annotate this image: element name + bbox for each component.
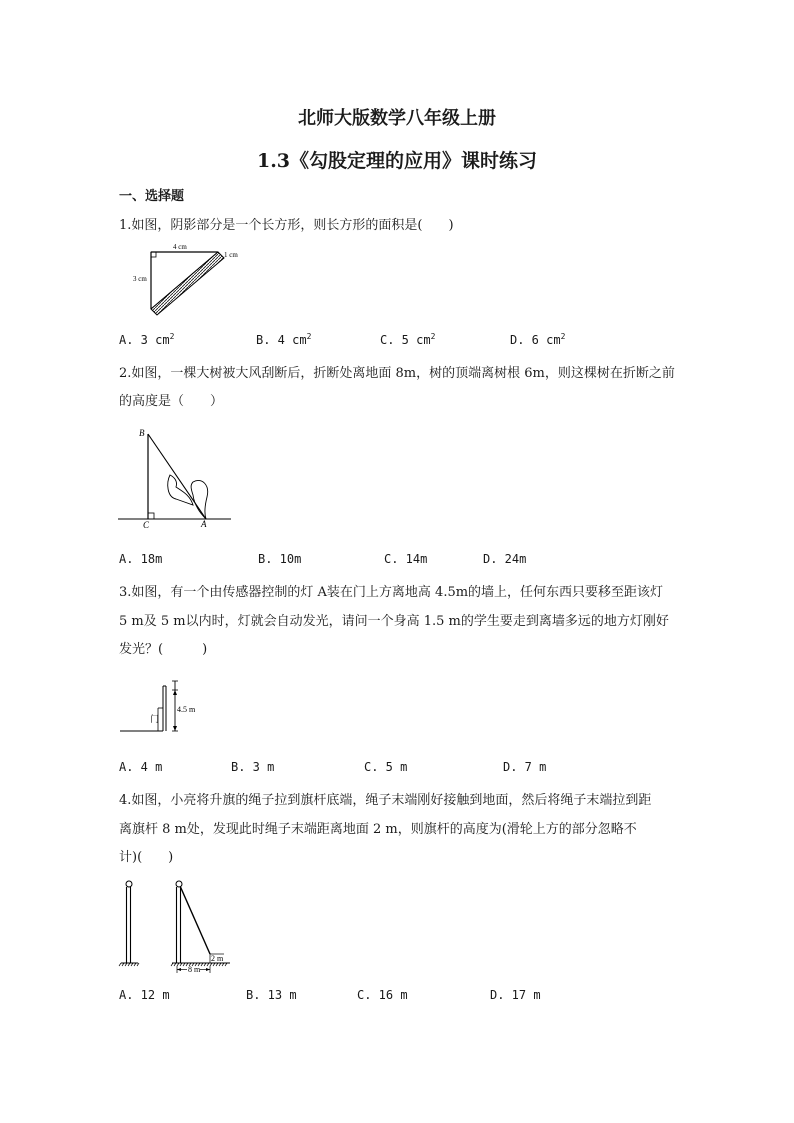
question-4-option-a: A. 12 m [119, 988, 170, 1002]
question-1-option-a: A. 3 $cm^2$ [119, 332, 175, 347]
document-title: 北师大版数学八年级上册 [298, 108, 496, 129]
question-4-stem-line-2: 离旗杆 8 m处，发现此时绳子末端距离地面 2 m，则旗杆的高度为(滑轮上方的部分忽略不 [119, 822, 637, 837]
question-2-stem-line-1: 2.如图，一棵大树被大风刮断后，折断处离地面 8m，树的顶端离树根 6m，则这棵树在折断之前 [119, 366, 675, 381]
question-3-stem-line-3: 发光？( ) [119, 642, 208, 657]
question-2-stem-line-2: 的高度是（ ） [119, 394, 224, 409]
question-4-label-2m: 2 m [211, 954, 224, 963]
question-1-label-1cm: 1 cm [224, 251, 238, 259]
question-3-label-door: 门 [150, 714, 160, 724]
question-2-option-a: A. 18m [119, 552, 163, 566]
question-1-label-3cm: 3 cm [133, 275, 147, 283]
question-1-stem: 1.如图，阴影部分是一个长方形，则长方形的面积是( ) [119, 218, 454, 233]
question-2-option-b: B. 10m [258, 552, 302, 566]
question-4-option-d: D. 17 m [490, 988, 541, 1002]
question-2-figure [118, 425, 238, 530]
question-1-label-4cm: 4 cm [173, 243, 187, 251]
question-1-figure [133, 242, 250, 322]
question-2-label-b: B [139, 428, 145, 438]
question-3-option-b: B. 3 m [231, 760, 275, 774]
document-subtitle: 1.3《勾股定理的应用》课时练习 [256, 150, 538, 172]
question-1-option-d: D. 6 $cm^2$ [510, 332, 566, 347]
question-4-figure [118, 876, 238, 976]
question-3-label-height: 4.5 m [177, 705, 196, 714]
question-4-stem-line-3: 计)( ) [119, 850, 174, 865]
question-2-label-c: C [143, 520, 150, 530]
section-heading: 一、选择题 [119, 189, 185, 204]
question-1-option-b: B. 4 $cm^2$ [256, 332, 312, 347]
question-4-option-b: B. 13 m [246, 988, 297, 1002]
question-3-option-d: D. 7 m [503, 760, 547, 774]
question-4-label-8m: 8 m [188, 965, 201, 974]
question-4-option-c: C. 16 m [357, 988, 408, 1002]
question-3-option-a: A. 4 m [119, 760, 163, 774]
question-1-option-c: C. 5 $cm^2$ [380, 332, 436, 347]
question-2-label-a: A [201, 519, 207, 529]
question-3-option-c: C. 5 m [364, 760, 408, 774]
question-2-option-c: C. 14m [384, 552, 428, 566]
question-2-option-d: D. 24m [483, 552, 527, 566]
question-3-stem-line-1: 3.如图，有一个由传感器控制的灯 A装在门上方离地高 4.5m的墙上，任何东西只要移至距该灯 [119, 585, 664, 600]
question-4-stem-line-1: 4.如图，小亮将升旗的绳子拉到旗杆底端，绳子末端刚好接触到地面，然后将绳子末端拉到距 [119, 793, 652, 808]
question-3-stem-line-2: 5 m及 5 m以内时，灯就会自动发光，请问一个身高 1.5 m的学生要走到离墙多远的地方灯刚好 [119, 614, 669, 629]
question-3-figure [118, 678, 218, 738]
